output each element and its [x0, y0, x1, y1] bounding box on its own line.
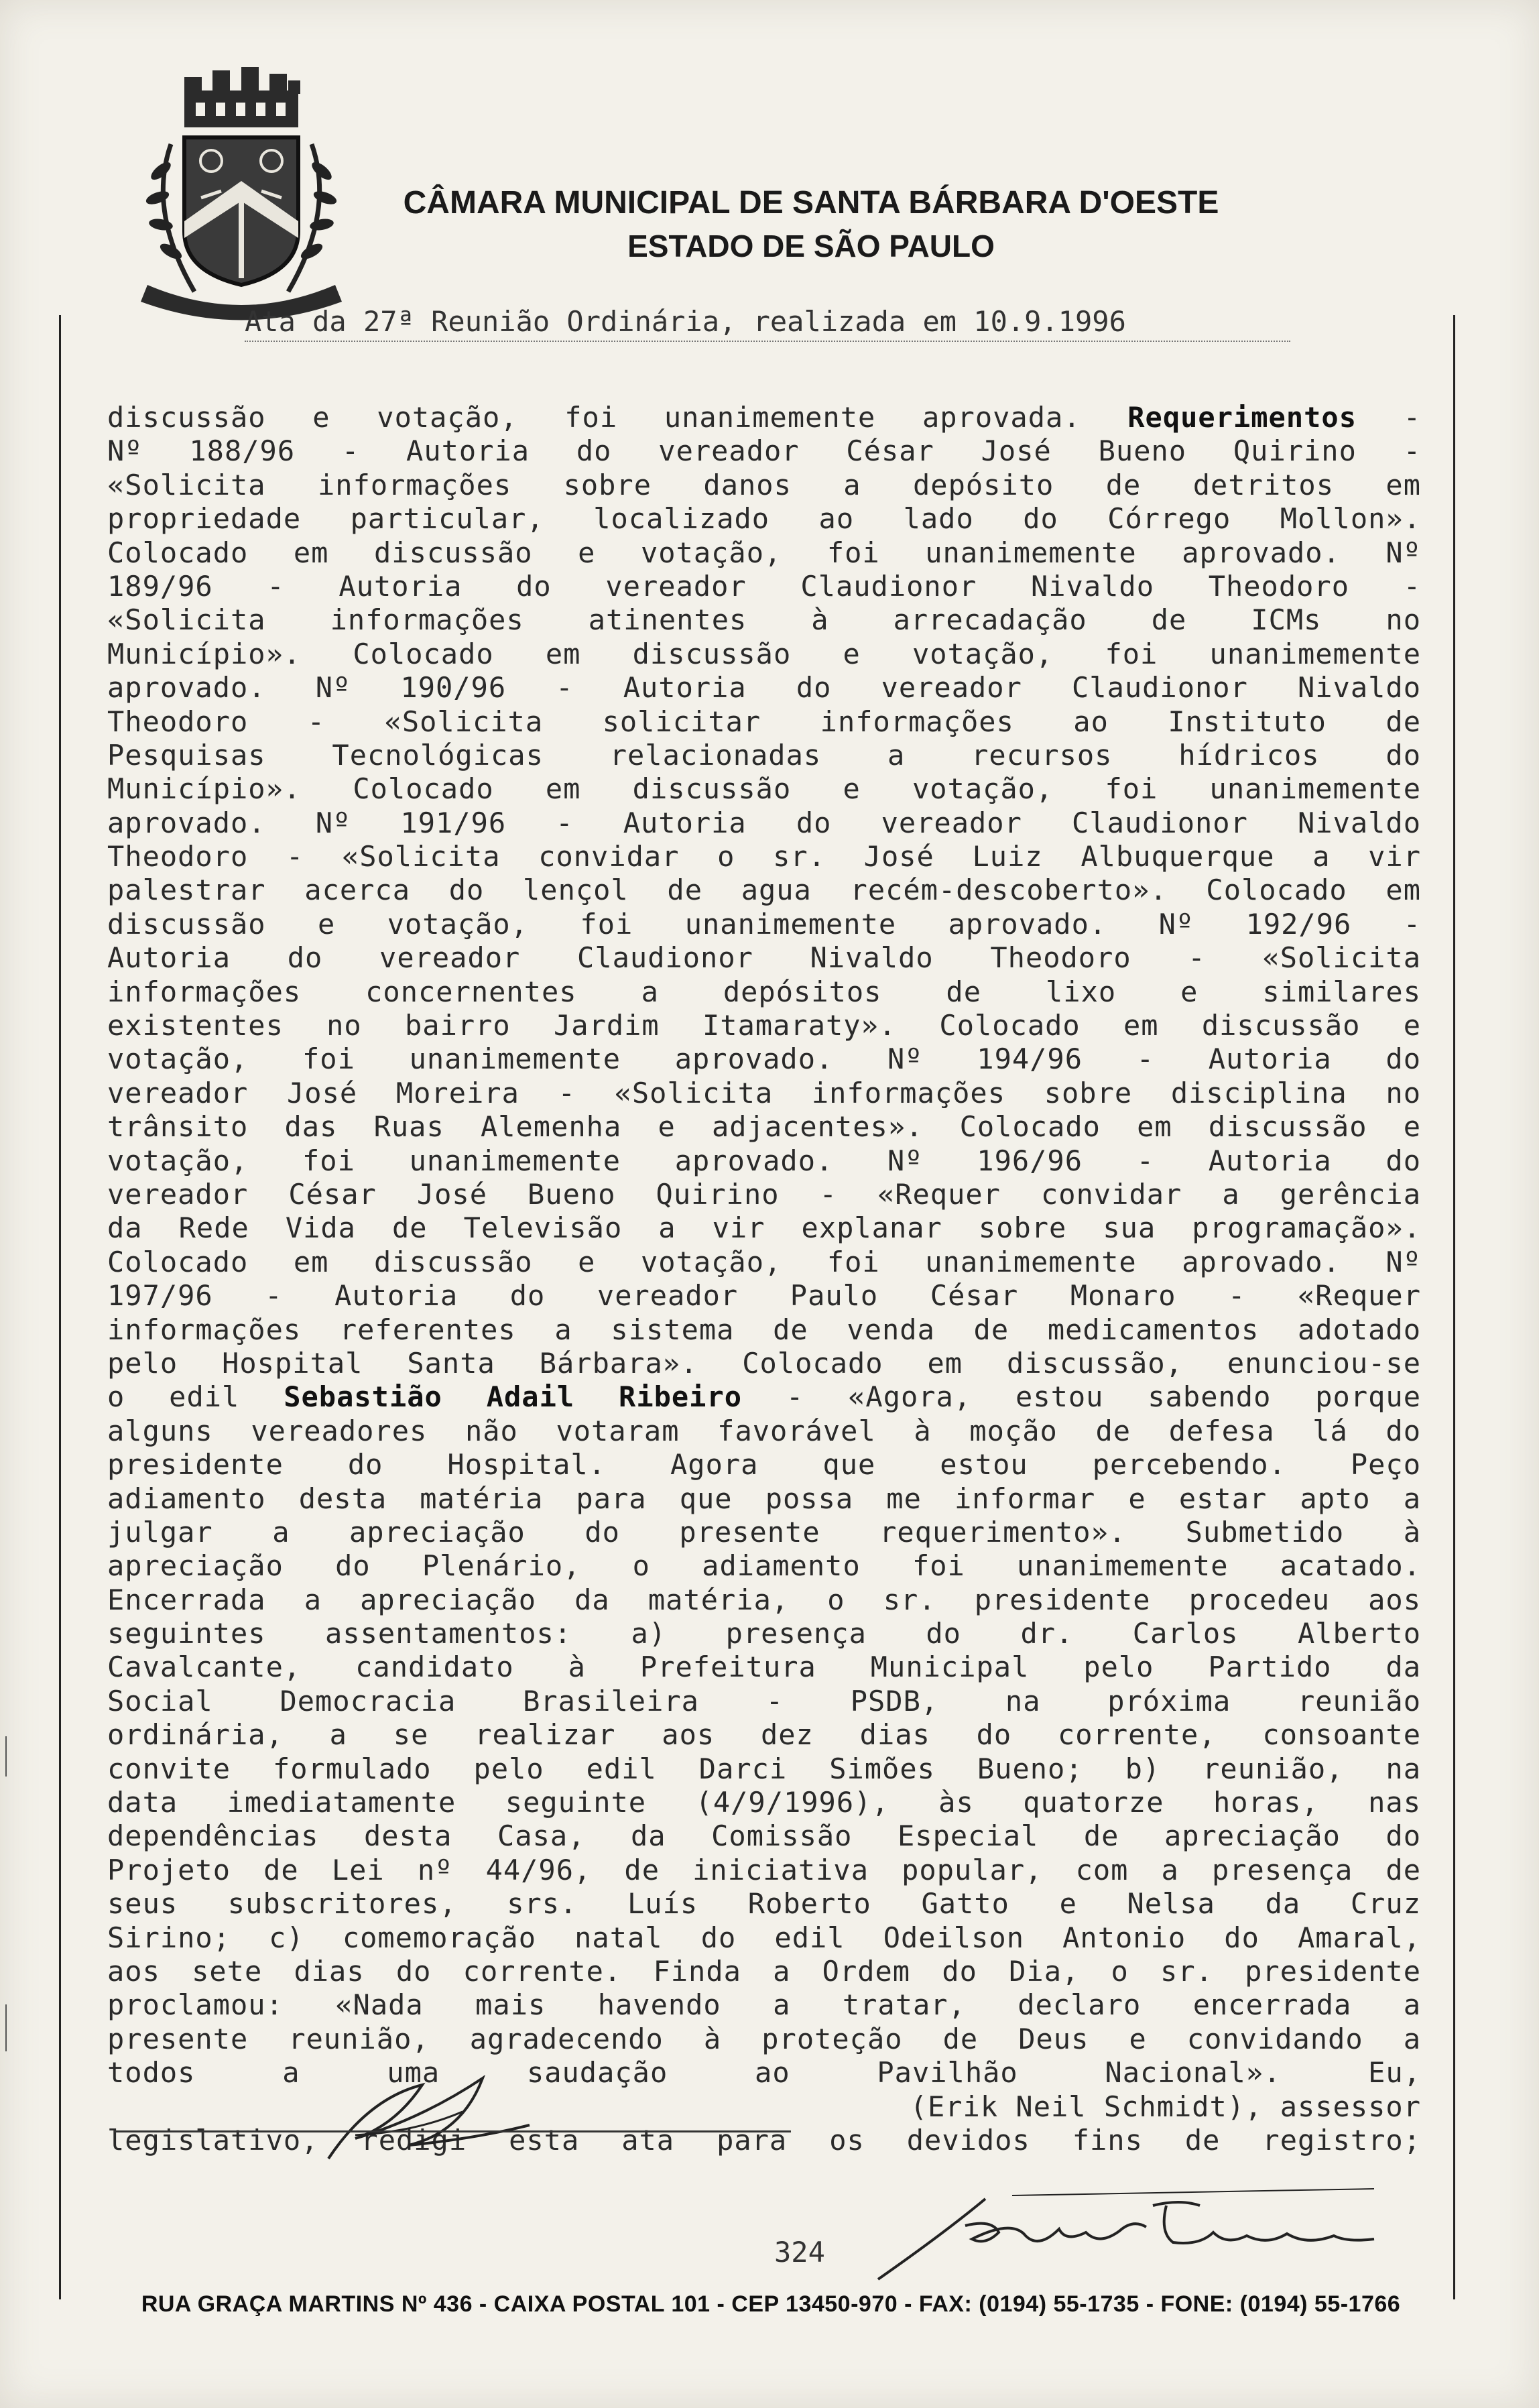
text-line [107, 469, 1421, 502]
initials-signature-icon [315, 2058, 543, 2179]
text-line [107, 1042, 1421, 1076]
left-margin-rule [59, 315, 61, 2299]
text-segment: Autoria do vereador Claudionor Nivaldo Theodoro - «Solicita [107, 941, 1421, 975]
text-line [107, 638, 1421, 671]
text-segment: Nº 188/96 - Autoria do vereador César José Bueno Quirino - [107, 434, 1421, 468]
text-segment: Município». Colocado em discussão e votação, foi unanimemente [107, 637, 1421, 670]
text-line [107, 1988, 1421, 2022]
bold-name-segment: Sebastião Adail Ribeiro [284, 1380, 743, 1414]
text-segment: «Solicita informações sobre danos a depósito de detritos em [107, 468, 1421, 501]
text-line [107, 1211, 1421, 1245]
text-segment: Sirino; c) comemoração natal do edil Odeilson Antonio do Amaral, [107, 1921, 1421, 1954]
text-line [107, 908, 1421, 941]
text-line [107, 975, 1421, 1009]
text-segment: propriedade particular, localizado ao lado do Córrego Mollon». [107, 502, 1421, 536]
text-line [107, 1246, 1421, 1279]
text-segment: Theodoro - «Solicita solicitar informações ao Instituto de [107, 705, 1421, 738]
text-segment: aprovado. Nº 191/96 - Autoria do vereador Claudionor Nivaldo [107, 806, 1421, 839]
text-line [107, 1786, 1421, 1819]
text-segment: votação, foi unanimemente aprovado. Nº 196/96 - Autoria do [107, 1144, 1421, 1177]
text-line [107, 1313, 1421, 1347]
text-segment: Social Democracia Brasileira - PSDB, na próxima reunião [107, 1684, 1421, 1718]
text-line [107, 502, 1421, 536]
text-line [107, 1718, 1421, 1752]
institution-name: CÂMARA MUNICIPAL DE SANTA BÁRBARA D'OESTE [403, 185, 1219, 221]
text-segment: discussão e votação, foi unanimemente aprovado. Nº 192/96 - [107, 907, 1421, 941]
text-line [107, 772, 1421, 806]
text-segment: 197/96 - Autoria do vereador Paulo César Monaro - «Requer [107, 1279, 1421, 1313]
text-segment: Encerrada a apreciação da matéria, o sr. presidente procedeu aos [107, 1583, 1421, 1616]
text-line [107, 840, 1421, 874]
text-line [107, 1448, 1421, 1482]
text-line [107, 671, 1421, 705]
text-segment: Pesquisas Tecnológicas relacionadas a recursos hídricos do [107, 738, 1421, 772]
text-line [107, 2090, 1421, 2124]
text-line [107, 1921, 1421, 1955]
text-segment: vereador César José Bueno Quirino - «Requer convidar a gerência [107, 1177, 1421, 1211]
text-line [107, 570, 1421, 603]
text-segment: «Solicita informações atinentes à arrecadação de ICMs no [107, 603, 1421, 637]
text-line [107, 1583, 1421, 1617]
text-line [107, 874, 1421, 907]
text-line [107, 1650, 1421, 1684]
text-segment: da Rede Vida de Televisão a vir explanar sobre sua programação». [107, 1211, 1421, 1245]
state-name: ESTADO DE SÃO PAULO [627, 229, 995, 263]
text-line [107, 1819, 1421, 1853]
text-segment: Projeto de Lei nº 44/96, de iniciativa popular, com a presença de [107, 1853, 1421, 1886]
text-line [107, 806, 1421, 840]
text-line [107, 1854, 1421, 1887]
text-line [107, 1414, 1421, 1448]
text-segment: Colocado em discussão e votação, foi unanimemente aprovado. Nº [107, 1245, 1421, 1278]
text-segment: palestrar acerca do lençol de agua recém-descoberto». Colocado em [107, 874, 1421, 907]
text-segment: apreciação do Plenário, o adiamento foi unanimemente acatado. [107, 1549, 1421, 1583]
text-segment: aos sete dias do corrente. Finda a Ordem do Dia, o sr. presidente [107, 1954, 1421, 1988]
text-segment: Município». Colocado em discussão e votação, foi unanimemente [107, 772, 1421, 806]
text-line [107, 1347, 1421, 1380]
text-line [107, 1482, 1421, 1516]
text-line [107, 1178, 1421, 1211]
text-line [107, 705, 1421, 739]
text-segment: trânsito das Ruas Alemenha e adjacentes». Colocado em discussão e [107, 1110, 1421, 1144]
text-segment: informações concernentes a depósitos de lixo e similares [107, 975, 1421, 1008]
president-signature-icon [865, 2179, 1401, 2299]
text-line [107, 1752, 1421, 1786]
scan-edge-mark [5, 2004, 7, 2051]
scan-edge-mark [5, 1736, 7, 1777]
text-segment: seus subscritores, srs. Luís Roberto Gatto e Nelsa da Cruz [107, 1887, 1421, 1921]
text-line [107, 1549, 1421, 1583]
text-line [107, 739, 1421, 772]
text-line [107, 1955, 1421, 1988]
text-line [107, 536, 1421, 570]
text-line [107, 1077, 1421, 1110]
page-number: 324 [774, 2236, 825, 2269]
text-line [107, 1144, 1421, 1178]
text-line [107, 2124, 1421, 2157]
text-line [107, 1279, 1421, 1313]
right-margin-rule [1453, 315, 1455, 2299]
text-segment: adiamento desta matéria para que possa me informar e estar apto a [107, 1482, 1421, 1515]
text-segment: - «Agora, estou sabendo porque [742, 1380, 1421, 1414]
text-line [107, 1887, 1421, 1921]
text-segment: discussão e votação, foi unanimemente aprovada. [107, 401, 1128, 434]
text-line [107, 1516, 1421, 1549]
text-segment: o edil [107, 1380, 284, 1414]
text-segment: 189/96 - Autoria do vereador Claudionor Nivaldo Theodoro - [107, 569, 1421, 603]
text-segment: vereador José Moreira - «Solicita informações sobre disciplina no [107, 1076, 1421, 1109]
text-segment: legislativo, redigi esta ata para os devidos fins de registro; [107, 2123, 1421, 2157]
text-segment: existentes no bairro Jardim Itamaraty». Colocado em discussão e [107, 1009, 1421, 1042]
text-line [107, 2023, 1421, 2056]
text-segment: - [1357, 401, 1421, 434]
text-line [107, 1380, 1421, 1414]
text-line [107, 1685, 1421, 1718]
text-segment: pelo Hospital Santa Bárbara». Colocado em discussão, enunciou-se [107, 1346, 1421, 1380]
address-footer: RUA GRAÇA MARTINS Nº 436 - CAIXA POSTAL 101 - CEP 13450-970 - FAX: (0194) 55-1735 - FONE: (0194) 55-1766 [141, 2291, 1401, 2317]
minutes-body [107, 401, 1421, 2157]
text-segment: dependências desta Casa, da Comissão Especial de apreciação do [107, 1819, 1421, 1853]
text-segment: alguns vereadores não votaram favorável à moção de defesa lá do [107, 1414, 1421, 1447]
text-segment: presente reunião, agradecendo à proteção de Deus e convidando a [107, 2022, 1421, 2055]
minutes-title: Ata da 27ª Reunião Ordinária, realizada em 10.9.1996 [245, 305, 1290, 342]
text-segment: proclamou: «Nada mais havendo a tratar, declaro encerrada a [107, 1988, 1421, 2022]
text-line [107, 401, 1421, 434]
municipal-crest-icon [121, 64, 362, 332]
text-line [107, 1009, 1421, 1042]
text-segment: seguintes assentamentos: a) presença do dr. Carlos Alberto [107, 1617, 1421, 1650]
text-segment: convite formulado pelo edil Darci Simões Bueno; b) reunião, na [107, 1752, 1421, 1785]
text-line [107, 1110, 1421, 1144]
text-segment: todos a uma saudação ao Pavilhão Nacional». Eu, [107, 2056, 1421, 2090]
text-segment: votação, foi unanimemente aprovado. Nº 194/96 - Autoria do [107, 1042, 1421, 1076]
text-line [107, 941, 1421, 975]
text-line [107, 1617, 1421, 1650]
text-segment: presidente do Hospital. Agora que estou percebendo. Peço [107, 1448, 1421, 1482]
text-segment: aprovado. Nº 190/96 - Autoria do vereador Claudionor Nivaldo [107, 671, 1421, 705]
text-segment: Cavalcante, candidato à Prefeitura Municipal pelo Partido da [107, 1650, 1421, 1684]
text-segment: informações referentes a sistema de venda de medicamentos adotado [107, 1313, 1421, 1346]
text-segment: Colocado em discussão e votação, foi unanimemente aprovado. Nº [107, 536, 1421, 569]
text-line [107, 603, 1421, 637]
text-segment: Theodoro - «Solicita convidar o sr. José Luiz Albuquerque a vir [107, 840, 1421, 874]
text-line [107, 2056, 1421, 2090]
text-segment: ordinária, a se realizar aos dez dias do corrente, consoante [107, 1718, 1421, 1752]
text-segment: data imediatamente seguinte (4/9/1996), às quatorze horas, nas [107, 1786, 1421, 1819]
text-segment: (Erik Neil Schmidt), assessor [910, 2090, 1421, 2123]
text-line [107, 434, 1421, 468]
text-segment: julgar a apreciação do presente requerimento». Submetido à [107, 1515, 1421, 1549]
bold-name-segment: Requerimentos [1127, 401, 1357, 434]
signature-line [114, 2130, 791, 2132]
